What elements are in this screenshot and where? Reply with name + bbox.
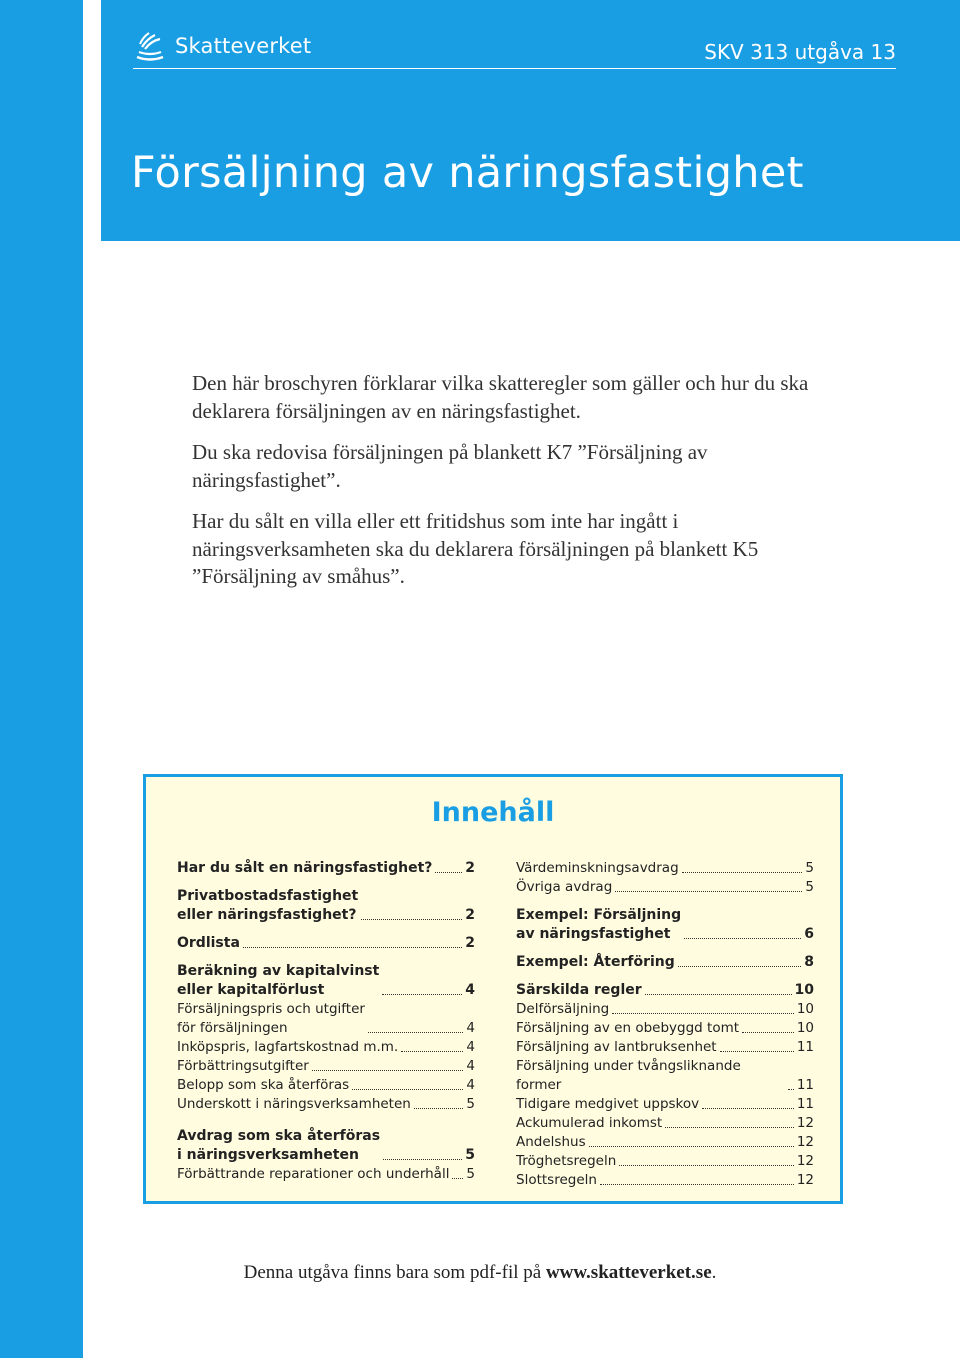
toc-leader-dots xyxy=(600,1184,794,1185)
toc-leader-dots xyxy=(414,1108,464,1109)
toc-entry-label: Delförsäljning xyxy=(516,1001,610,1017)
toc-entry-page: 5 xyxy=(805,879,814,895)
toc-leader-dots xyxy=(368,1032,463,1033)
logo-text: Skatteverket xyxy=(175,34,312,58)
toc-entry-label: Beräkning av kapitalvinst eller kapitalförlust xyxy=(177,963,380,998)
toc-entry-page: 8 xyxy=(804,954,814,970)
toc-entry[interactable] xyxy=(516,1057,814,1095)
toc-entry-page: 10 xyxy=(796,1001,814,1017)
toc-entry-page: 11 xyxy=(796,1039,814,1055)
toc-entry[interactable] xyxy=(516,1152,814,1171)
footer-text: Denna utgåva finns bara som pdf-fil på xyxy=(243,1262,546,1283)
toc-leader-dots xyxy=(361,919,462,920)
toc-left-column xyxy=(177,859,475,1184)
toc-entry[interactable] xyxy=(177,1057,475,1076)
toc-entry-page: 2 xyxy=(465,935,475,951)
toc-entry[interactable] xyxy=(516,1000,814,1019)
toc-entry-page: 5 xyxy=(466,1166,475,1182)
left-blue-stripe xyxy=(0,0,83,1358)
toc-entry[interactable] xyxy=(177,934,475,953)
toc-leader-dots xyxy=(720,1051,794,1052)
toc-entry[interactable] xyxy=(516,953,814,972)
toc-entry[interactable] xyxy=(177,1095,475,1114)
toc-entry[interactable] xyxy=(516,1038,814,1057)
toc-entry[interactable] xyxy=(516,906,814,944)
toc-entry-label: Ordlista xyxy=(177,935,240,951)
toc-leader-dots xyxy=(678,966,801,967)
toc-leader-dots xyxy=(383,1159,462,1160)
crown-logo-icon xyxy=(133,29,167,63)
toc-title: Innehåll xyxy=(431,797,555,828)
toc-entry-label: Exempel: Återföring xyxy=(516,954,675,970)
toc-entry-page: 2 xyxy=(465,907,475,923)
toc-entry[interactable] xyxy=(177,1076,475,1095)
toc-leader-dots xyxy=(615,891,802,892)
toc-entry[interactable] xyxy=(516,1019,814,1038)
toc-entry-label: Försäljning av en obebyggd tomt xyxy=(516,1020,740,1036)
toc-leader-dots xyxy=(352,1089,463,1090)
toc-entry-page: 5 xyxy=(466,1096,475,1112)
toc-entry-page: 4 xyxy=(465,982,475,998)
toc-entry[interactable] xyxy=(516,859,814,878)
toc-entry-label: Belopp som ska återföras xyxy=(177,1077,350,1093)
toc-leader-dots xyxy=(243,947,462,948)
toc-entry[interactable] xyxy=(177,887,475,925)
toc-entry-page: 12 xyxy=(796,1134,814,1150)
toc-entry-page: 4 xyxy=(466,1020,475,1036)
toc-entry-label: Särskilda regler xyxy=(516,982,642,998)
toc-entry-label: Ackumulerad inkomst xyxy=(516,1115,663,1131)
toc-entry-label: Har du sålt en näringsfastighet? xyxy=(177,860,433,876)
toc-leader-dots xyxy=(401,1051,463,1052)
toc-entry-label: Exempel: Försäljning av näringsfastighet xyxy=(516,907,682,942)
toc-right-column xyxy=(516,859,814,1190)
toc-entry[interactable] xyxy=(177,1165,475,1184)
toc-entry[interactable] xyxy=(516,1095,814,1114)
toc-leader-dots xyxy=(702,1108,794,1109)
toc-entry[interactable] xyxy=(177,1127,475,1165)
table-of-contents xyxy=(143,774,843,1204)
toc-leader-dots xyxy=(435,872,462,873)
toc-entry[interactable] xyxy=(516,1114,814,1133)
intro-paragraph-1: Den här broschyren förklarar vilka skatteregler som gäller och hur du ska deklarera försäljningen av en näringsfastighet. xyxy=(192,371,809,423)
toc-entry[interactable] xyxy=(177,1038,475,1057)
toc-leader-dots xyxy=(619,1165,794,1166)
toc-leader-dots xyxy=(312,1070,464,1071)
toc-entry-page: 5 xyxy=(465,1147,475,1163)
toc-entry-label: Förbättringsutgifter xyxy=(177,1058,309,1074)
toc-entry-page: 10 xyxy=(796,1020,814,1036)
footer-link[interactable]: www.skatteverket.se xyxy=(545,1262,712,1283)
toc-entry-label: Avdrag som ska återföras i näringsverksamheten xyxy=(177,1128,381,1163)
footer-note xyxy=(0,1262,960,1284)
toc-leader-dots xyxy=(788,1089,794,1090)
toc-entry-page: 4 xyxy=(466,1077,475,1093)
toc-entry-label: Tidigare medgivet uppskov xyxy=(516,1096,700,1112)
footer-end: . xyxy=(711,1262,717,1283)
intro-paragraph-3: Har du sålt en villa eller ett fritidshus som inte har ingått i näringsverksamheten ska du deklarera försäljningen på blankett K5 ”Försäljning av småhus”. xyxy=(192,509,759,588)
header-divider xyxy=(133,68,896,69)
toc-entry-label: Värdeminskningsavdrag xyxy=(516,860,679,876)
toc-entry-page: 12 xyxy=(796,1153,814,1169)
toc-entry-page: 6 xyxy=(804,926,814,942)
toc-entry-page: 4 xyxy=(466,1039,475,1055)
toc-entry[interactable] xyxy=(516,1133,814,1152)
toc-entry[interactable] xyxy=(516,878,814,897)
toc-leader-dots xyxy=(589,1146,794,1147)
toc-entry-page: 12 xyxy=(796,1172,814,1188)
toc-entry[interactable] xyxy=(177,962,475,1000)
toc-entry[interactable] xyxy=(516,981,814,1000)
toc-entry-label: Försäljningspris och utgifter för försäljningen xyxy=(177,1001,365,1036)
toc-entry-label: Övriga avdrag xyxy=(516,879,613,895)
toc-entry-label: Andelshus xyxy=(516,1134,586,1150)
toc-entry-label: Försäljning av lantbruksenhet xyxy=(516,1039,717,1055)
toc-entry-page: 10 xyxy=(794,982,814,998)
toc-leader-dots xyxy=(684,938,801,939)
toc-leader-dots xyxy=(665,1127,794,1128)
toc-leader-dots xyxy=(612,1013,794,1014)
toc-entry-page: 2 xyxy=(465,860,475,876)
intro-text xyxy=(192,370,812,605)
toc-entry-label: Slottsregeln xyxy=(516,1172,597,1188)
skatteverket-logo xyxy=(133,26,311,66)
toc-leader-dots xyxy=(382,994,462,995)
page-title: Försäljning av näringsfastighet xyxy=(131,148,804,198)
toc-entry-page: 12 xyxy=(796,1115,814,1131)
toc-entry-page: 5 xyxy=(805,860,814,876)
toc-entry-label: Privatbostadsfastighet eller näringsfastighet? xyxy=(177,888,359,923)
intro-paragraph-2: Du ska redovisa försäljningen på blankett K7 ”Försäljning av näringsfastighet”. xyxy=(192,440,708,492)
toc-entry[interactable] xyxy=(177,1000,475,1038)
toc-entry-label: Underskott i näringsverksamheten xyxy=(177,1096,411,1112)
toc-entry[interactable] xyxy=(177,859,475,878)
toc-entry-page: 11 xyxy=(796,1096,814,1112)
toc-entry-label: Tröghetsregeln xyxy=(516,1153,617,1169)
toc-leader-dots xyxy=(682,872,803,873)
toc-leader-dots xyxy=(452,1178,463,1179)
toc-entry-label: Försäljning under tvångsliknande former xyxy=(516,1058,741,1093)
toc-leader-dots xyxy=(742,1032,794,1033)
toc-entry[interactable] xyxy=(516,1171,814,1190)
document-code: SKV 313 utgåva 13 xyxy=(704,40,896,64)
toc-leader-dots xyxy=(645,994,792,995)
toc-entry-page: 4 xyxy=(466,1058,475,1074)
toc-entry-label: Förbättrande reparationer och underhåll xyxy=(177,1166,450,1182)
toc-entry-label: Inköpspris, lagfartskostnad m.m. xyxy=(177,1039,399,1055)
toc-entry-page: 11 xyxy=(796,1077,814,1093)
